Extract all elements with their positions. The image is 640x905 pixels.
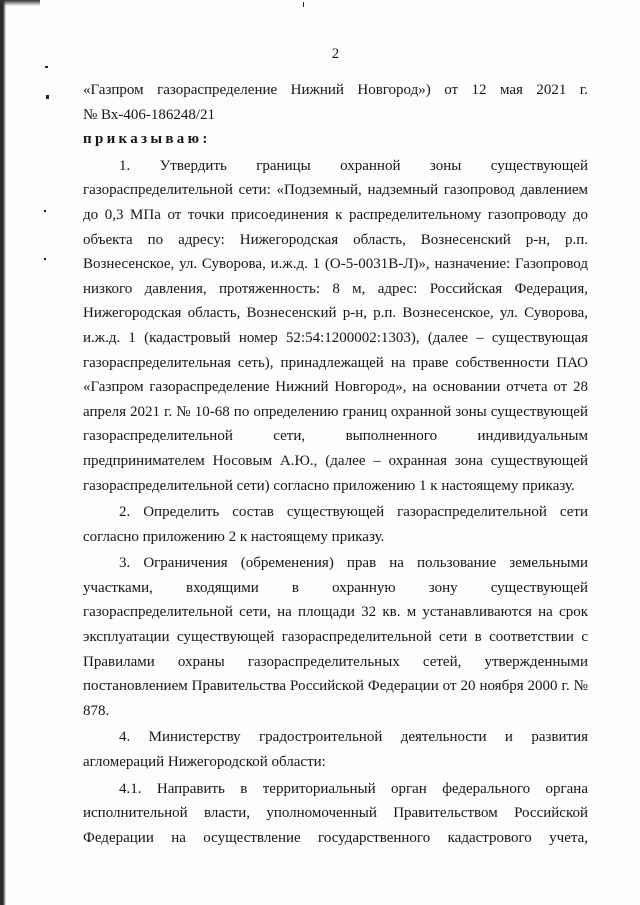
intro-line: «Газпром газораспределение Нижний Новгород») от 12 мая 2021 г. [83,82,588,98]
scan-speck [303,2,304,7]
scan-speck [46,95,49,99]
intro-line: № Вх-406-186248/21 [83,106,216,123]
paragraph-3: 3. Ограничения (обременения) прав на пользование земельными участками, входящими в охранную зону существующей газораспределительной сети, на площади 32 кв. м устанавливаются на срок эксплуатации существующей газораспределительной сети в соответствии с Правилами охраны газораспределительных сетей, утвержденными постановлением Правительства Российской Федерации от 20 ноября 2000 г. № 878. [83,555,588,719]
scan-left-edge [0,0,6,905]
paragraph-2: 2. Определить состав существующей газораспределительной сети согласно приложению 2 к настоящему приказу. [83,504,588,545]
order-heading: приказываю: [83,131,211,148]
paragraph-4: 4. Министерству градостроительной деятельности и развития агломераций Нижегородской области: [83,729,588,771]
document-body [83,78,588,850]
scan-speck [44,258,46,260]
scan-speck [44,210,46,212]
paragraph-1: 1. Утвердить границы охранной зоны существующей газораспределительной сети: «Подземный, надземный газопровод давлением до 0,3 МПа от точки присоединения к распределительному газопроводу до объекта по адресу: Нижегородская область, Вознесенский р-н, р.п. Вознесенское, ул. Суворова, и.ж.д. 1 (О-5-0031В-Л)», назначение: Газопровод низкого давления, протяженность: 8 м, адрес: Российская Федерация, Нижегородская область, Вознесенский р-н, р.п. Вознесенское, ул. Суворова, и.ж.д. 1 (кадастровый номер 52:54:1200002:1303), (далее – существующая газораспределительная сеть), принадлежащей на праве собственности ПАО «Газпром газораспределение Нижний Новгород», на основании отчета от 28 апреля 2021 г. № 10-68 по определению границ охранной зоны существующей газораспределительной сети, выполненного индивидуальным предпринимателем Носовым А.Ю., (далее – охранная зона существующей газораспределительной сети) согласно приложению 1 к настоящему приказу. [83,157,588,494]
paragraph-4-1: 4.1. Направить в территориальный орган федерального органа исполнительной власти, уполномоченный Правительством Российской Федерации на осуществление государственного кадастрового учета, [83,780,588,846]
page-number: 2 [331,46,340,62]
scan-speck [45,66,48,68]
document-page [83,44,588,850]
scan-top-edge [0,0,40,6]
